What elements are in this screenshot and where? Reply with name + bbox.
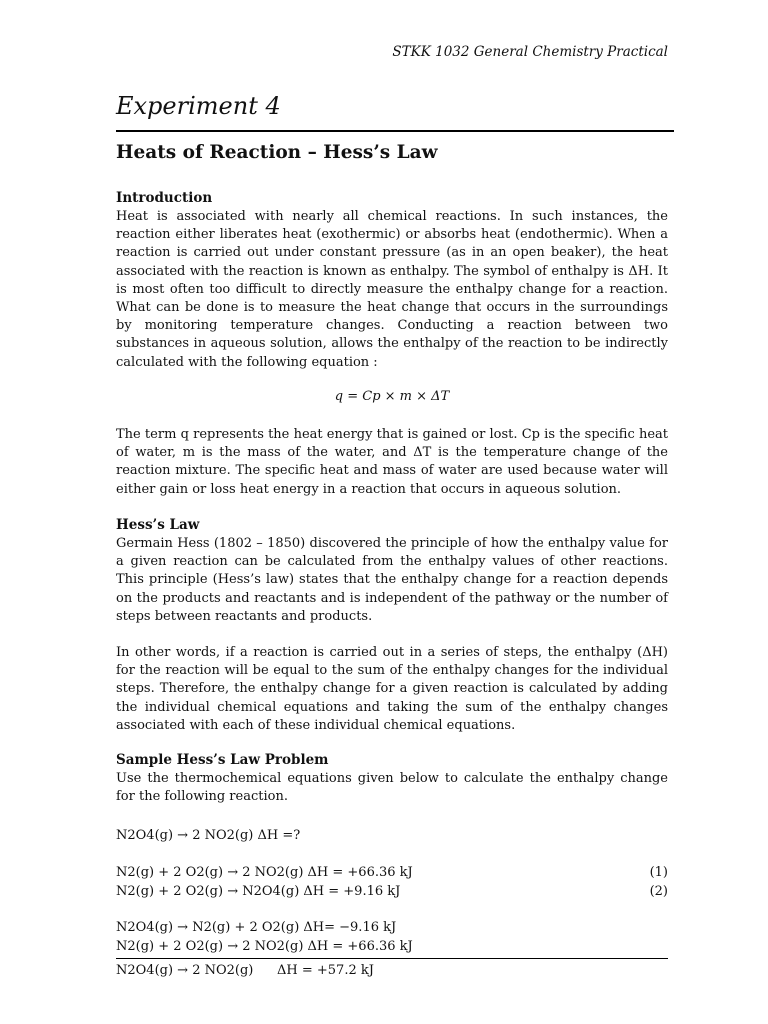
given-reaction-equation: N2(g) + 2 O2(g) → N2O4(g) ΔH = +9.16 kJ [116, 884, 401, 899]
hess-law-paragraph-1: Germain Hess (1802 – 1850) discovered the principle of how the enthalpy value for a given reaction can be calculated from the enthalpy values of other reactions. This principle (Hess’s law) states that the enthalpy change for a reaction depends on the products and reactants and is independent of the pathway or the number of steps between reactants and products. [116, 536, 668, 624]
hess-law-paragraph-2: In other words, if a reaction is carried out in a series of steps, the enthalpy (ΔH) for the reaction will be equal to the sum of the enthalpy changes for the individual steps. Therefore, the enthalpy change for a given reaction is calculated by adding the individual chemical equations and taking the sum of the enthalpy changes associated with each of these individual chemical equations. [116, 645, 668, 733]
target-reaction-equation: N2O4(g) → 2 NO2(g) ΔH =? [116, 828, 301, 843]
equation-number: (2) [649, 884, 668, 899]
target-reaction [116, 827, 668, 845]
title-divider [116, 130, 674, 132]
result-reaction [116, 962, 668, 980]
step-reaction [116, 919, 668, 937]
hess-law-heading: Hess’s Law [116, 517, 200, 533]
step-reaction-equation: N2O4(g) → N2(g) + 2 O2(g) ΔH= −9.16 kJ [116, 920, 397, 935]
step-reaction [116, 938, 668, 956]
result-reaction-equation: N2O4(g) → 2 NO2(g) [116, 963, 254, 978]
experiment-title: Experiment 4 [116, 92, 281, 120]
given-reaction [116, 864, 668, 882]
given-reaction [116, 883, 668, 901]
course-header: STKK 1032 General Chemistry Practical [392, 44, 668, 60]
step-reaction-equation: N2(g) + 2 O2(g) → 2 NO2(g) ΔH = +66.36 kJ [116, 939, 413, 954]
sample-problem-text: Use the thermochemical equations given below to calculate the enthalpy change for the following reaction. [116, 771, 668, 805]
introduction-heading: Introduction [116, 190, 213, 206]
experiment-subtitle: Heats of Reaction – Hess’s Law [116, 142, 438, 163]
result-enthalpy: ΔH = +57.2 kJ [277, 963, 374, 978]
heat-equation: q = Cp × m × ΔT [334, 389, 450, 404]
introduction-paragraph-2: The term q represents the heat energy that is gained or lost. Cp is the specific heat of water, m is the mass of the water, and ΔT is the temperature change of the reaction mixture. The specific heat and mass of water are used because water will either gain or loss heat energy in a reaction that occurs in aqueous solution. [116, 427, 668, 497]
sum-divider [116, 958, 668, 959]
sample-problem-heading: Sample Hess’s Law Problem [116, 752, 329, 768]
introduction-paragraph-1: Heat is associated with nearly all chemical reactions. In such instances, the reaction either liberates heat (exothermic) or absorbs heat (endothermic). When a reaction is carried out under constant pressure (as in an open beaker), the heat associated with the reaction is known as enthalpy. The symbol of enthalpy is ΔH. It is most often too difficult to directly measure the enthalpy change for a reaction. What can be done is to measure the heat change that occurs in the surroundings by monitoring temperature changes. Conducting a reaction between two substances in aqueous solution, allows the enthalpy of the reaction to be indirectly calculated with the following equation : [116, 209, 668, 370]
equation-number: (1) [649, 865, 668, 880]
given-reaction-equation: N2(g) + 2 O2(g) → 2 NO2(g) ΔH = +66.36 kJ [116, 865, 413, 880]
